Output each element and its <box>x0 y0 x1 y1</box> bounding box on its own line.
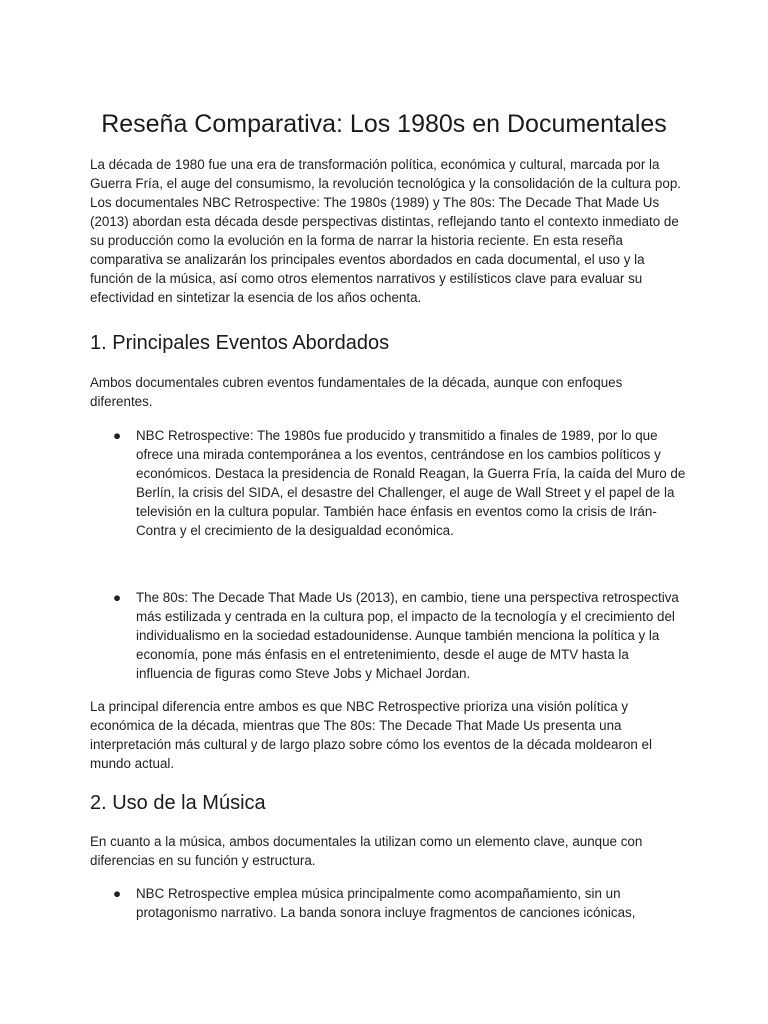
section-heading-events: 1. Principales Eventos Abordados <box>90 332 390 354</box>
bullet-text-nbc-music: NBC Retrospective emplea música principalmente como acompañamiento, sin un protagonismo narrativo. La banda sonora incluye fragmentos de canciones icónicas, <box>136 886 636 921</box>
bullet-icon: ● <box>113 590 122 605</box>
bullet-icon: ● <box>113 886 122 901</box>
section-conclusion-events: La principal diferencia entre ambos es que NBC Retrospective prioriza una visión política y económica de la década, mientras que The 80s: The Decade That Made Us presenta una interpretación más cultural y de largo plazo sobre cómo los eventos de la década moldearon el mundo actual. <box>90 699 652 772</box>
section-lead-events: Ambos documentales cubren eventos fundamentales de la década, aunque con enfoques diferentes. <box>90 375 623 410</box>
intro-paragraph: La década de 1980 fue una era de transformación política, económica y cultural, marcada por la Guerra Fría, el auge del consumismo, la revolución tecnológica y la consolidación de la cultura pop. Los documentales NBC Retrospective: The 1980s (1989) y The 80s: The Decade That Made Us (2013) abordan esta década desde perspectivas distintas, reflejando tanto el contexto inmediato de su producción como la evolución en la forma de narrar la historia reciente. En esta reseña comparativa se analizarán los principales eventos abordados en cada documental, el uso y la función de la música, así como otros elementos narrativos y estilísticos clave para evaluar su efectividad en sintetizar la esencia de los años ochenta. <box>90 157 681 306</box>
section-lead-music: En cuanto a la música, ambos documentales la utilizan como un elemento clave, aunque con diferencias en su función y estructura. <box>90 834 643 869</box>
section-heading-music: 2. Uso de la Música <box>90 792 266 814</box>
bullet-icon: ● <box>113 428 122 443</box>
bullet-text-80s-events: The 80s: The Decade That Made Us (2013), en cambio, tiene una perspectiva retrospectiva más estilizada y centrada en la cultura pop, el impacto de la tecnología y el crecimiento del individualismo en la sociedad estadounidense. Aunque también menciona la política y la economía, pone más énfasis en el entretenimiento, desde el auge de MTV hasta la influencia de figuras como Steve Jobs y Michael Jordan. <box>136 590 679 682</box>
bullet-text-nbc-events: NBC Retrospective: The 1980s fue producido y transmitido a finales de 1989, por lo que ofrece una mirada contemporánea a los eventos, centrándose en los cambios políticos y económicos. Destaca la presidencia de Ronald Reagan, la Guerra Fría, la caída del Muro de Berlín, la crisis del SIDA, el desastre del Challenger, el auge de Wall Street y el papel de la televisión en la cultura popular. También hace énfasis en eventos como la crisis de Irán-Contra y el crecimiento de la desigualdad económica. <box>136 428 686 539</box>
document-title: Reseña Comparativa: Los 1980s en Documentales <box>101 110 667 138</box>
